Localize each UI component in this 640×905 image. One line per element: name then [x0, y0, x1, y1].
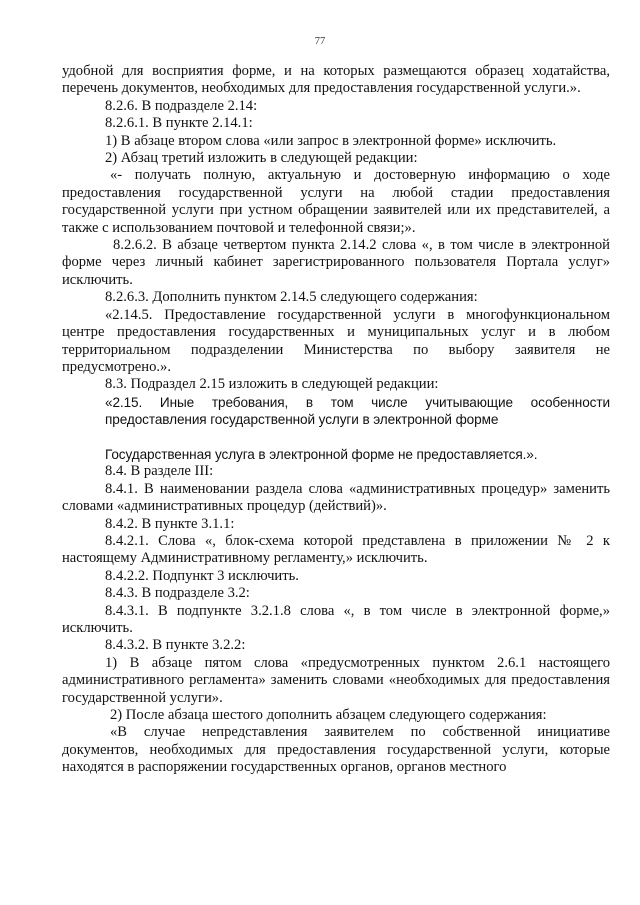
paragraph: Государственная услуга в электронной форме не предоставляется.». [105, 446, 538, 462]
paragraph: 8.2.6.1. В пункте 2.14.1: [105, 115, 253, 132]
paragraph: 8.4. В разделе III: [105, 463, 214, 480]
paragraph: 8.4.2.2. Подпункт 3 исключить. [105, 567, 299, 584]
paragraph: 8.2.6.3. Дополнить пунктом 2.14.5 следующего содержания: [105, 289, 478, 306]
paragraph: «2.15. Иные требования, в том числе учитывающие особенности предоставления государственной услуги в электронной форме [105, 394, 610, 428]
blank-line [62, 429, 610, 446]
paragraph: 2) Абзац третий изложить в следующей редакции: [105, 150, 418, 167]
paragraph: 8.4.2. В пункте 3.1.1: [105, 515, 235, 532]
paragraph: удобной для восприятия форме, и на которых размещаются образец ходатайства, перечень документов, необходимых для предоставления государственной услуги.». [62, 63, 610, 97]
paragraph: «В случае непредставления заявителем по собственной инициативе документов, необходимых для предоставления государственной услуги, которые находятся в распоряжении государственных органов, органов местного [62, 724, 610, 776]
paragraph: 1) В абзаце пятом слова «предусмотренных пунктом 2.6.1 настоящего административного регламента» заменить словами «необходимых для предоставления государственной услуги». [62, 654, 610, 706]
paragraph: 2) После абзаца шестого дополнить абзацем следующего содержания: [110, 707, 547, 724]
paragraph: 8.2.6.2. В абзаце четвертом пункта 2.14.2 слова «, в том числе в электронной форме через личный кабинет зарегистрированного пользователя Портала услуг» исключить. [62, 237, 610, 288]
paragraph: 8.2.6. В подразделе 2.14: [105, 97, 258, 114]
paragraph: 8.3. Подраздел 2.15 изложить в следующей редакции: [105, 376, 439, 393]
paragraph: 1) В абзаце втором слова «или запрос в электронной форме» исключить. [105, 132, 557, 149]
paragraph: 8.4.1. В наименовании раздела слова «административных процедур» заменить словами «административных процедур (действий)». [62, 480, 610, 515]
paragraph: 8.4.3.2. В пункте 3.2.2: [105, 637, 246, 654]
paragraph: «- получать полную, актуальную и достоверную информацию о ходе предоставления государственной услуги на любой стадии предоставления государственной услуги при устном обращении заявителей или их представителей, а также с использованием почтовой и телефонной связи;». [62, 167, 610, 236]
paragraph: 8.4.3.1. В подпункте 3.2.1.8 слова «, в том числе в электронной форме,» исключить. [62, 602, 610, 636]
paragraph: «2.14.5. Предоставление государственной услуги в многофункциональном центре предоставления государственных и муниципальных услуг и в любом территориальном подразделении Министерства по выбору заявителя не предусмотрено.». [62, 306, 610, 375]
paragraph: 8.4.2.1. Слова «, блок-схема которой представлена в приложении № 2 к настоящему Административному регламенту,» исключить. [62, 532, 610, 567]
page-number: 77 [314, 36, 326, 47]
paragraph: 8.4.3. В подразделе 3.2: [105, 585, 250, 602]
document-body [62, 63, 610, 777]
